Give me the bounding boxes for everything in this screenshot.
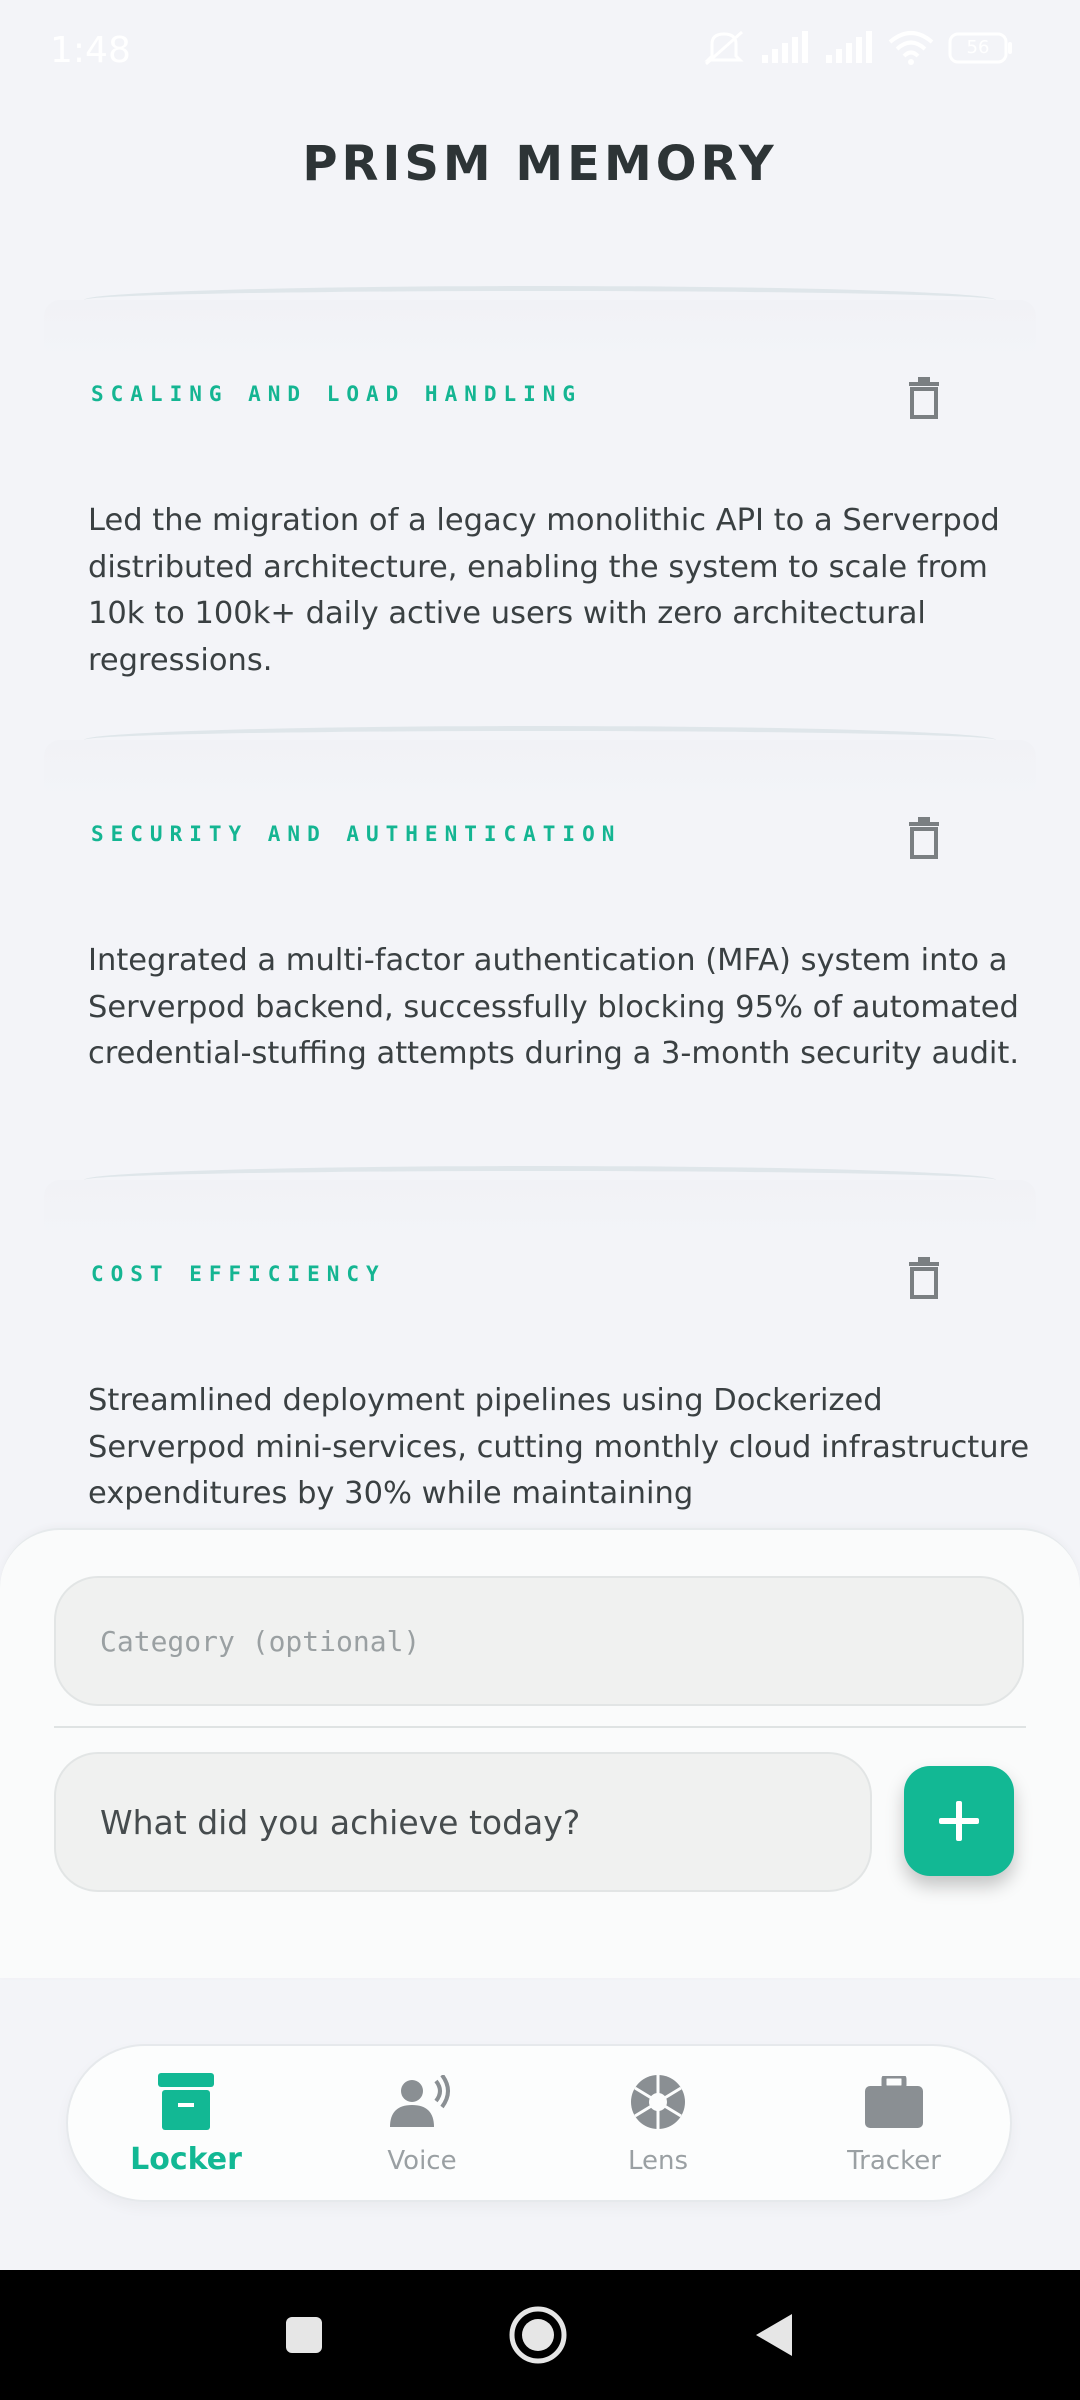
composer-sheet: [0, 1528, 1080, 1978]
nav-label: Locker: [130, 2142, 242, 2177]
composer-divider: [54, 1726, 1026, 1728]
card-divider: [84, 286, 996, 300]
back-button[interactable]: [714, 2270, 834, 2400]
delete-button[interactable]: [900, 812, 948, 864]
category-input[interactable]: [54, 1576, 1024, 1706]
nav-label: Voice: [387, 2146, 457, 2176]
nav-item-locker[interactable]: [68, 2046, 304, 2204]
memory-list[interactable]: [0, 280, 1080, 1530]
memory-card: [44, 720, 1036, 1160]
back-triangle-icon: [754, 2312, 794, 2358]
page-title: PRISM MEMORY: [302, 136, 778, 192]
trash-icon: [907, 1257, 941, 1299]
signal-icon: [824, 31, 874, 65]
add-memory-button[interactable]: [904, 1766, 1014, 1876]
battery-level: 56: [966, 37, 990, 58]
card-band: [44, 740, 1036, 800]
card-band: [44, 1180, 1036, 1240]
memory-text: Led the migration of a legacy monolithic API to a Serverpod distributed architecture, enabling the system to scale from 10k to 100k+ daily active users with zero architectural regressions.: [88, 503, 1000, 678]
nav-item-voice[interactable]: [304, 2046, 540, 2204]
system-nav-bar: [0, 2270, 1080, 2400]
signal-icon: [760, 31, 810, 65]
card-band: [44, 300, 1036, 360]
card-divider: [84, 1166, 996, 1180]
memory-category: COST EFFICIENCY: [91, 1262, 386, 1286]
memory-text: Streamlined deployment pipelines using Dockerized Serverpod mini-services, cutting monthly cloud infrastructure expenditures by 30% while maintaining: [88, 1383, 1030, 1511]
trash-icon: [907, 817, 941, 859]
nav-label: Tracker: [847, 2146, 941, 2176]
nav-item-lens[interactable]: [540, 2046, 776, 2204]
memory-category: SECURITY AND AUTHENTICATION: [91, 822, 622, 846]
achievement-input[interactable]: [54, 1752, 872, 1892]
memory-category: SCALING AND LOAD HANDLING: [91, 382, 583, 406]
plus-icon: [937, 1799, 981, 1843]
delete-button[interactable]: [900, 372, 948, 424]
voice-icon: [390, 2072, 454, 2132]
nav-item-tracker[interactable]: [776, 2046, 1012, 2204]
bottom-nav: [66, 2044, 1012, 2202]
mute-icon: [702, 30, 746, 66]
wifi-icon: [888, 30, 934, 66]
battery-icon: [948, 32, 1014, 64]
square-icon: [284, 2315, 324, 2355]
home-circle-icon: [508, 2305, 568, 2365]
briefcase-icon: [862, 2072, 926, 2132]
home-button[interactable]: [478, 2270, 598, 2400]
aperture-icon: [626, 2072, 690, 2132]
trash-icon: [907, 377, 941, 419]
status-icons: [702, 30, 1014, 66]
memory-card: [44, 280, 1036, 720]
card-divider: [84, 726, 996, 740]
archive-icon: [154, 2072, 218, 2132]
memory-text: Integrated a multi-factor authentication (MFA) system into a Serverpod backend, successfully blocking 95% of automated credential-stuffing attempts during a 3-month security audit.: [88, 943, 1020, 1071]
delete-button[interactable]: [900, 1252, 948, 1304]
recents-button[interactable]: [244, 2270, 364, 2400]
status-bar: [0, 0, 1080, 104]
memory-card: [44, 1160, 1036, 1530]
status-time: 1:48: [50, 30, 131, 71]
nav-label: Lens: [627, 2146, 689, 2176]
